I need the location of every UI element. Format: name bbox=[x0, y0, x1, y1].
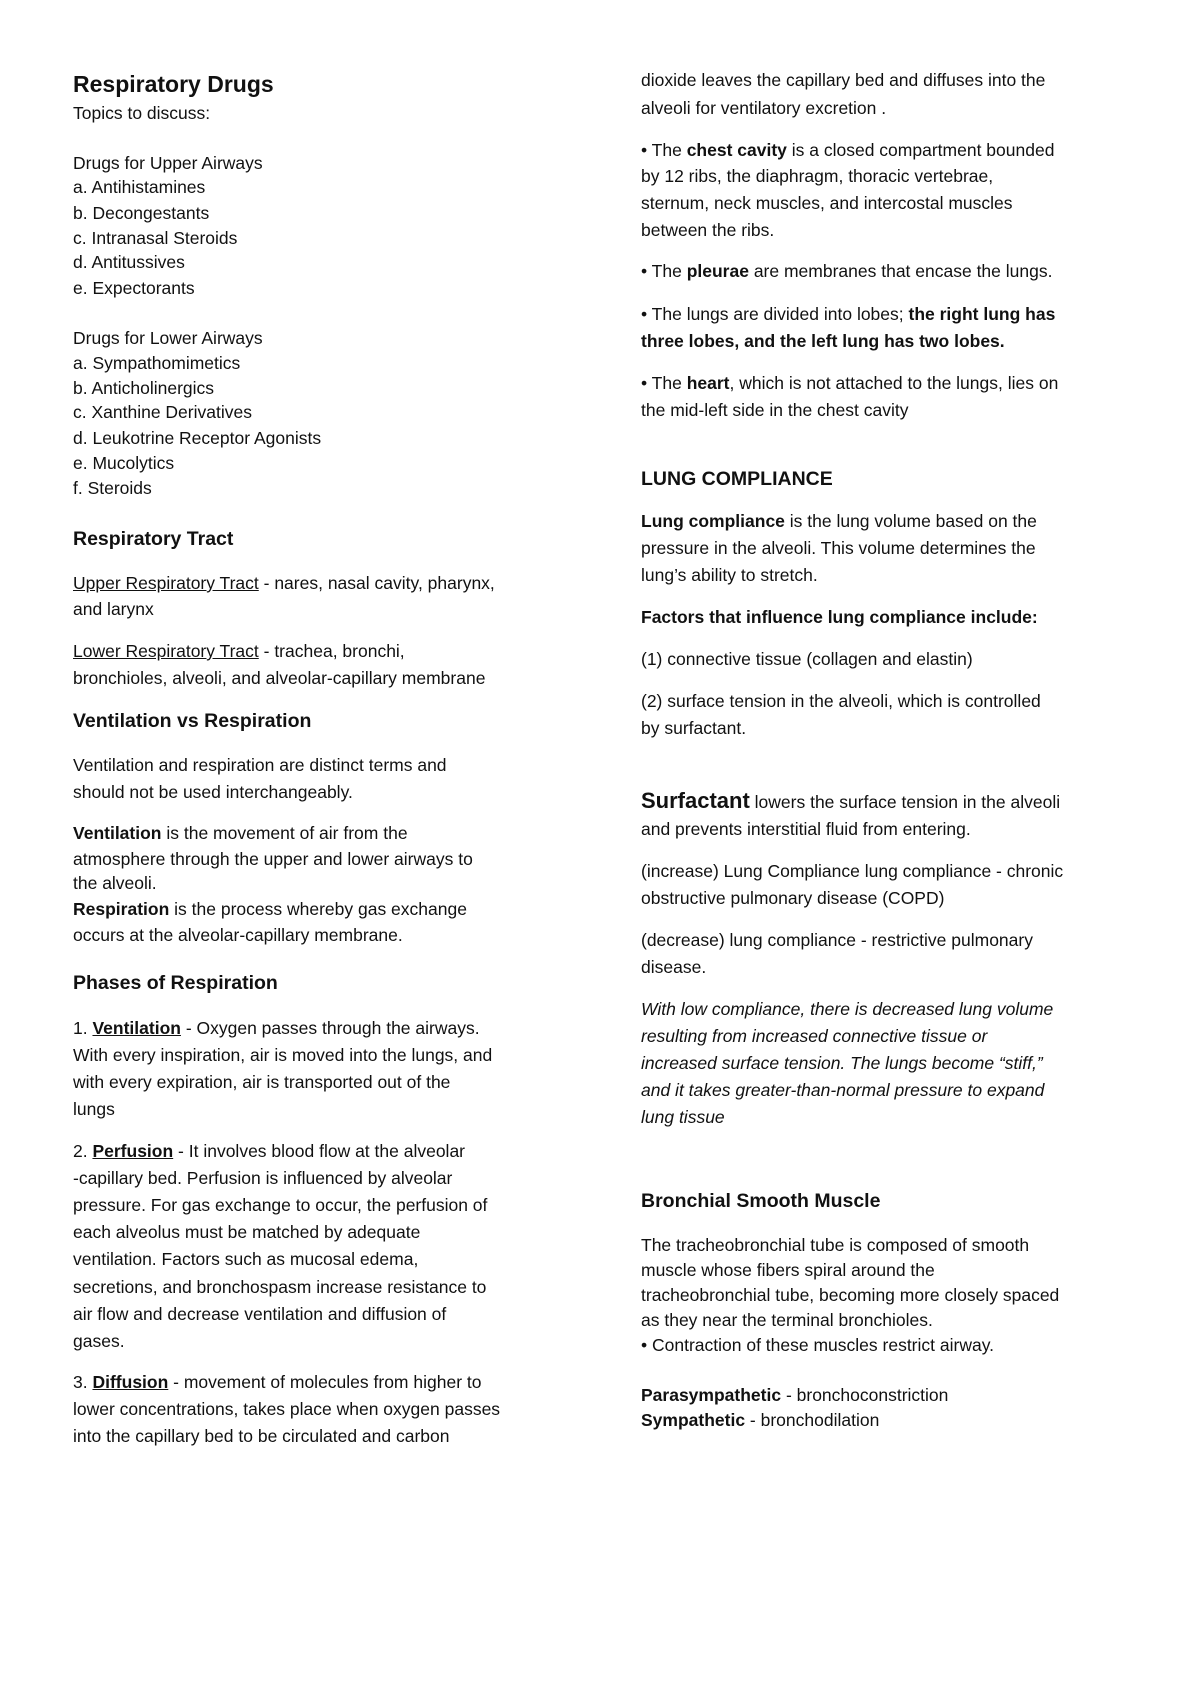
list-item: d. Antitussives bbox=[73, 252, 185, 272]
upper-airways-heading: Drugs for Upper Airways bbox=[73, 153, 263, 173]
paragraph-line: muscle whose fibers spiral around the bbox=[641, 1260, 935, 1280]
paragraph-line: (increase) Lung Compliance lung compliance - chronic bbox=[641, 861, 1064, 881]
factors-heading: Factors that influence lung compliance include: bbox=[641, 607, 1038, 627]
paragraph-line: gases. bbox=[73, 1331, 125, 1351]
paragraph-line: by surfactant. bbox=[641, 718, 747, 738]
list-item: b. Decongestants bbox=[73, 203, 210, 223]
ventilation-term: Ventilation bbox=[73, 823, 162, 843]
list-item: a. Antihistamines bbox=[73, 177, 206, 197]
lobes-line: • The lungs are divided into lobes; the right lung has bbox=[641, 304, 1056, 324]
lower-tract-line-1: Lower Respiratory Tract - trachea, bronchi, bbox=[73, 641, 405, 661]
paragraph-line: the mid-left side in the chest cavity bbox=[641, 400, 909, 420]
paragraph-line: should not be used interchangeably. bbox=[73, 782, 353, 802]
paragraph-line: With every inspiration, air is moved into the lungs, and bbox=[73, 1045, 493, 1065]
factor-item: (1) connective tissue (collagen and elastin) bbox=[641, 649, 973, 669]
paragraph-line: The tracheobronchial tube is composed of smooth bbox=[641, 1235, 1030, 1255]
upper-tract-line-2: and larynx bbox=[73, 599, 154, 619]
list-item: c. Intranasal Steroids bbox=[73, 228, 238, 248]
sympathetic-line: Sympathetic - bronchodilation bbox=[641, 1410, 880, 1430]
pleurae-line: • The pleurae are membranes that encase the lungs. bbox=[641, 261, 1053, 281]
paragraph-line: • Contraction of these muscles restrict airway. bbox=[641, 1335, 995, 1355]
chest-cavity-line: • The chest cavity is a closed compartment bounded bbox=[641, 140, 1055, 160]
paragraph-line: -capillary bed. Perfusion is influenced by alveolar bbox=[73, 1168, 453, 1188]
paragraph-line: obstructive pulmonary disease (COPD) bbox=[641, 888, 945, 908]
list-item: b. Anticholinergics bbox=[73, 378, 215, 398]
phase-2-term: Perfusion bbox=[92, 1141, 174, 1161]
paragraph-line: lung’s ability to stretch. bbox=[641, 565, 818, 585]
lower-tract-line-2: bronchioles, alveoli, and alveolar-capillary membrane bbox=[73, 668, 486, 688]
compliance-def-line: Lung compliance is the lung volume based on the bbox=[641, 511, 1037, 531]
paragraph-line: lower concentrations, takes place when oxygen passes bbox=[73, 1399, 501, 1419]
phases-heading: Phases of Respiration bbox=[73, 972, 278, 994]
phase-3-line: 3. Diffusion - movement of molecules from higher to bbox=[73, 1372, 482, 1392]
lobes-line-2: three lobes, and the left lung has two lobes. bbox=[641, 331, 1005, 351]
italic-note-line: resulting from increased connective tissue or bbox=[641, 1026, 988, 1046]
paragraph-line: (decrease) lung compliance - restrictive pulmonary bbox=[641, 930, 1033, 950]
surfactant-term: Surfactant bbox=[641, 788, 750, 813]
lung-compliance-heading: LUNG COMPLIANCE bbox=[641, 468, 833, 490]
list-item: d. Leukotrine Receptor Agonists bbox=[73, 428, 322, 448]
parasympathetic-term: Parasympathetic bbox=[641, 1385, 782, 1405]
paragraph-line: into the capillary bed to be circulated and carbon bbox=[73, 1426, 450, 1446]
paragraph-line: occurs at the alveolar-capillary membrane. bbox=[73, 925, 403, 945]
page-title: Respiratory Drugs bbox=[73, 71, 274, 97]
italic-note-line: lung tissue bbox=[641, 1107, 725, 1127]
paragraph-line: air flow and decrease ventilation and diffusion of bbox=[73, 1304, 447, 1324]
paragraph-line: tracheobronchial tube, becoming more closely spaced bbox=[641, 1285, 1060, 1305]
list-item: e. Mucolytics bbox=[73, 453, 175, 473]
list-item: a. Sympathomimetics bbox=[73, 353, 241, 373]
pleurae-term: pleurae bbox=[686, 261, 749, 281]
upper-tract-label: Upper Respiratory Tract bbox=[73, 573, 259, 593]
phase-1-line: 1. Ventilation - Oxygen passes through the airways. bbox=[73, 1018, 480, 1038]
paragraph-line: atmosphere through the upper and lower airways to bbox=[73, 849, 473, 869]
factor-item: (2) surface tension in the alveoli, which is controlled bbox=[641, 691, 1041, 711]
italic-note-line: and it takes greater-than-normal pressure to expand bbox=[641, 1080, 1045, 1100]
paragraph-line: secretions, and bronchospasm increase resistance to bbox=[73, 1277, 487, 1297]
sympathetic-term: Sympathetic bbox=[641, 1410, 746, 1430]
paragraph-line: each alveolus must be matched by adequate bbox=[73, 1222, 421, 1242]
respiration-term: Respiration bbox=[73, 899, 170, 919]
paragraph-line: as they near the terminal bronchioles. bbox=[641, 1310, 933, 1330]
paragraph-line: lungs bbox=[73, 1099, 115, 1119]
paragraph-line: the alveoli. bbox=[73, 873, 157, 893]
parasympathetic-line: Parasympathetic - bronchoconstriction bbox=[641, 1385, 949, 1405]
respiration-def-line: Respiration is the process whereby gas exchange bbox=[73, 899, 467, 919]
paragraph-line: disease. bbox=[641, 957, 707, 977]
paragraph-line: dioxide leaves the capillary bed and diffuses into the bbox=[641, 70, 1046, 90]
list-item: c. Xanthine Derivatives bbox=[73, 402, 252, 422]
italic-note-line: With low compliance, there is decreased lung volume bbox=[641, 999, 1054, 1019]
list-item: e. Expectorants bbox=[73, 278, 195, 298]
paragraph-line: between the ribs. bbox=[641, 220, 775, 240]
phase-2-line: 2. Perfusion - It involves blood flow at the alveolar bbox=[73, 1141, 466, 1161]
paragraph-line: pressure. For gas exchange to occur, the perfusion of bbox=[73, 1195, 488, 1215]
paragraph-line: alveoli for ventilatory excretion . bbox=[641, 98, 887, 118]
lung-compliance-term: Lung compliance bbox=[641, 511, 785, 531]
heart-line: • The heart, which is not attached to the lungs, lies on bbox=[641, 373, 1059, 393]
upper-tract-line-1: Upper Respiratory Tract - nares, nasal cavity, pharynx, bbox=[73, 573, 495, 593]
ventilation-def-line: Ventilation is the movement of air from the bbox=[73, 823, 408, 843]
italic-note-line: increased surface tension. The lungs become “stiff,” bbox=[641, 1053, 1043, 1073]
topics-intro: Topics to discuss: bbox=[73, 103, 211, 123]
phase-1-term: Ventilation bbox=[92, 1018, 181, 1038]
paragraph-line: and prevents interstitial fluid from entering. bbox=[641, 819, 971, 839]
paragraph-line: with every expiration, air is transported out of the bbox=[73, 1072, 451, 1092]
heart-term: heart bbox=[686, 373, 730, 393]
paragraph-line: ventilation. Factors such as mucosal edema, bbox=[73, 1249, 419, 1269]
chest-cavity-term: chest cavity bbox=[686, 140, 787, 160]
ventilation-heading: Ventilation vs Respiration bbox=[73, 710, 312, 732]
list-item: f. Steroids bbox=[73, 478, 152, 498]
bronchial-heading: Bronchial Smooth Muscle bbox=[641, 1190, 881, 1212]
paragraph-line: sternum, neck muscles, and intercostal muscles bbox=[641, 193, 1013, 213]
paragraph-line: by 12 ribs, the diaphragm, thoracic vertebrae, bbox=[641, 166, 994, 186]
phase-3-term: Diffusion bbox=[92, 1372, 169, 1392]
paragraph-line: Ventilation and respiration are distinct terms and bbox=[73, 755, 447, 775]
lower-airways-heading: Drugs for Lower Airways bbox=[73, 328, 263, 348]
paragraph-line: pressure in the alveoli. This volume determines the bbox=[641, 538, 1036, 558]
surfactant-line: Surfactant lowers the surface tension in the alveoli bbox=[641, 788, 1061, 813]
respiratory-tract-heading: Respiratory Tract bbox=[73, 528, 234, 550]
lower-tract-label: Lower Respiratory Tract bbox=[73, 641, 259, 661]
